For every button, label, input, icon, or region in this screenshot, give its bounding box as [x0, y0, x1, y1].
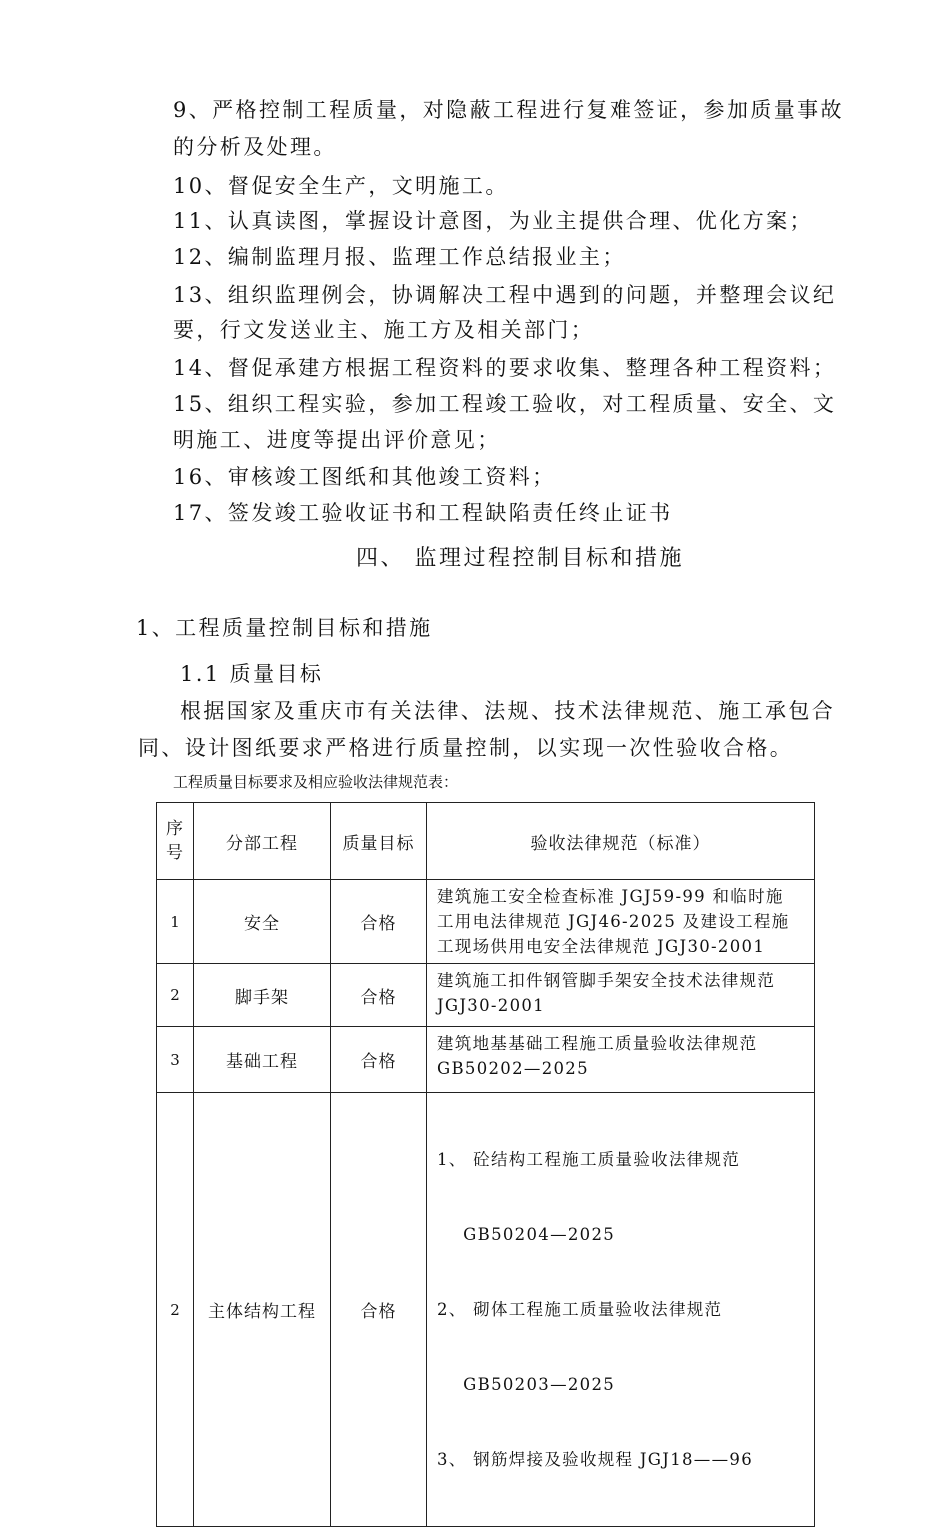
row-standard — [427, 964, 815, 1027]
duty-item-15: 15、组织工程实验，参加工程竣工验收，对工程质量、安全、文 — [173, 392, 837, 416]
row-part: 主体结构工程 — [194, 1093, 331, 1527]
row-part: 基础工程 — [194, 1027, 331, 1093]
subsection-title: 1、工程质量控制目标和措施 — [136, 616, 433, 640]
row-goal: 合格 — [331, 1093, 427, 1527]
duty-item-9-continued: 的分析及处理。 — [173, 135, 337, 159]
duty-item-16: 16、审核竣工图纸和其他竣工资料； — [173, 465, 556, 489]
duty-item-15-continued: 明施工、进度等提出评价意见； — [173, 428, 501, 452]
row-standard — [427, 1093, 815, 1527]
row-goal: 合格 — [331, 1027, 427, 1093]
standard-line: GB50204—2025 — [437, 1225, 616, 1244]
standard-line: 工现场供用电安全法律规范 JGJ30-2001 — [437, 937, 766, 956]
duty-item-9: 9、严格控制工程质量，对隐蔽工程进行复难签证，参加质量事故 — [173, 98, 844, 122]
row-part: 安全 — [194, 880, 331, 964]
header-no-line1: 序 — [166, 819, 184, 839]
row-standard — [427, 1027, 815, 1093]
table-row — [157, 880, 815, 964]
header-standard: 验收法律规范（标准） — [427, 803, 815, 880]
sub-subsection-title: 1.1 质量目标 — [180, 662, 324, 686]
standard-line: 建筑地基基础工程施工质量验收法律规范 — [437, 1034, 758, 1053]
row-goal: 合格 — [331, 964, 427, 1027]
table-header-row — [157, 803, 815, 880]
table-row — [157, 1093, 815, 1527]
row-no: 2 — [157, 1093, 194, 1527]
standard-line: 工用电法律规范 JGJ46-2025 及建设工程施 — [437, 912, 790, 931]
row-no: 3 — [157, 1027, 194, 1093]
standard-line: 3、 钢筋焊接及验收规程 JGJ18——96 — [437, 1450, 753, 1469]
header-no-line2: 号 — [166, 843, 184, 863]
paragraph-line-2: 同、设计图纸要求严格进行质量控制，以实现一次性验收合格。 — [138, 736, 794, 760]
table-row — [157, 1027, 815, 1093]
standard-line: JGJ30-2001 — [437, 996, 545, 1015]
duty-item-14: 14、督促承建方根据工程资料的要求收集、整理各种工程资料； — [173, 356, 837, 380]
header-no — [157, 803, 194, 880]
standard-line: GB50202—2025 — [437, 1059, 589, 1078]
quality-standards-table — [156, 802, 815, 1527]
header-part: 分部工程 — [194, 803, 331, 880]
row-part: 脚手架 — [194, 964, 331, 1027]
duty-item-13: 13、组织监理例会，协调解决工程中遇到的问题，并整理会议纪 — [173, 283, 837, 307]
standard-line: GB50203—2025 — [437, 1375, 616, 1394]
paragraph-line-1: 根据国家及重庆市有关法律、法规、技术法律规范、施工承包合 — [180, 699, 836, 723]
standard-line: 建筑施工安全检查标准 JGJ59-99 和临时施 — [437, 887, 784, 906]
row-standard — [427, 880, 815, 964]
duty-item-13-continued: 要，行文发送业主、施工方及相关部门； — [173, 318, 595, 342]
header-goal: 质量目标 — [331, 803, 427, 880]
section-title: 四、 监理过程控制目标和措施 — [356, 546, 684, 571]
standard-line: 1、 砼结构工程施工质量验收法律规范 — [437, 1150, 741, 1169]
row-no: 2 — [157, 964, 194, 1027]
table-caption: 工程质量目标要求及相应验收法律规范表： — [173, 773, 459, 791]
duty-item-17: 17、签发竣工验收证书和工程缺陷责任终止证书 — [173, 501, 673, 525]
row-no: 1 — [157, 880, 194, 964]
duty-item-10: 10、督促安全生产，文明施工。 — [173, 174, 509, 198]
row-goal: 合格 — [331, 880, 427, 964]
duty-item-12: 12、编制监理月报、监理工作总结报业主； — [173, 245, 626, 269]
standard-line: 建筑施工扣件钢管脚手架安全技术法律规范 — [437, 971, 776, 990]
standard-line: 2、 砌体工程施工质量验收法律规范 — [437, 1300, 723, 1319]
duty-item-11: 11、认真读图，掌握设计意图，为业主提供合理、优化方案； — [173, 209, 813, 233]
table-row — [157, 964, 815, 1027]
